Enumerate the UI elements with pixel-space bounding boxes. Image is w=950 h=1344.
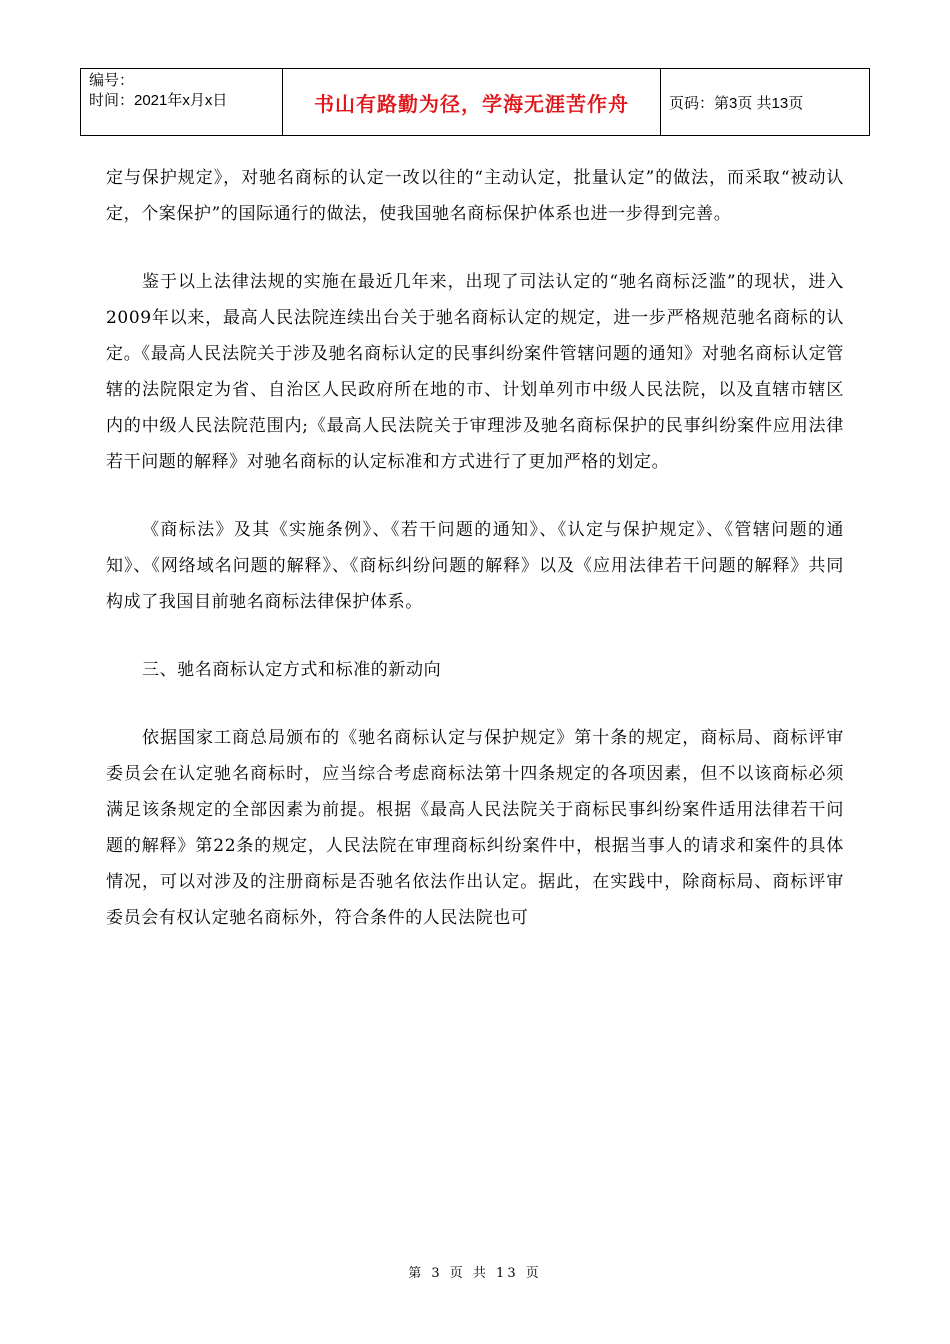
document-body bbox=[106, 160, 844, 968]
header-page-number: 页码：第3页 共13页 bbox=[669, 94, 804, 112]
header-page-cell bbox=[661, 69, 869, 135]
paragraph: 依据国家工商总局颁布的《驰名商标认定与保护规定》第十条的规定，商标局、商标评审委员会在认定驰名商标时，应当综合考虑商标法第十四条规定的各项因素，但不以该商标必须满足该条规定的全部因素为前提。根据《最高人民法院关于商标民事纠纷案件适用法律若干问题的解释》第22条的规定，人民法院在审理商标纠纷案件中，根据当事人的请求和案件的具体情况，可以对涉及的注册商标是否驰名依法作出认定。据此，在实践中，除商标局、商标评审委员会有权认定驰名商标外，符合条件的人民法院也可 bbox=[106, 728, 844, 928]
paragraph: 鉴于以上法律法规的实施在最近几年来，出现了司法认定的“驰名商标泛滥”的现状，进入2009年以来，最高人民法院连续出台关于驰名商标认定的规定，进一步严格规范驰名商标的认定。《最高人民法院关于涉及驰名商标认定的民事纠纷案件管辖问题的通知》对驰名商标认定管辖的法院限定为省、自治区人民政府所在地的市、计划单列市中级人民法院，以及直辖市辖区内的中级人民法院范围内;《最高人民法院关于审理涉及驰名商标保护的民事纠纷案件应用法律若干问题的解释》对驰名商标的认定标准和方式进行了更加严格的划定。 bbox=[106, 272, 844, 472]
header-motto-cell bbox=[283, 69, 661, 135]
header-motto: 书山有路勤为径，学海无涯苦作舟 bbox=[314, 91, 629, 116]
header-info-cell bbox=[81, 69, 283, 135]
page-footer: 第 3 页 共 13 页 bbox=[408, 1266, 542, 1281]
paragraph-continuation: 定与保护规定》，对驰名商标的认定一改以往的“主动认定，批量认定”的做法，而采取“被动认定，个案保护”的国际通行的做法，使我国驰名商标保护体系也进一步得到完善。 bbox=[106, 168, 844, 224]
page-header-table bbox=[80, 68, 870, 136]
document-time-label: 时间：2021年x月x日 bbox=[89, 92, 228, 109]
paragraph: 《商标法》及其《实施条例》、《若干问题的通知》、《认定与保护规定》、《管辖问题的通知》、《网络域名问题的解释》、《商标纠纷问题的解释》以及《应用法律若干问题的解释》共同构成了我国目前驰名商标法律保护体系。 bbox=[106, 520, 844, 612]
document-number-label: 编号： bbox=[89, 72, 135, 89]
section-heading: 三、驰名商标认定方式和标准的新动向 bbox=[142, 660, 442, 680]
